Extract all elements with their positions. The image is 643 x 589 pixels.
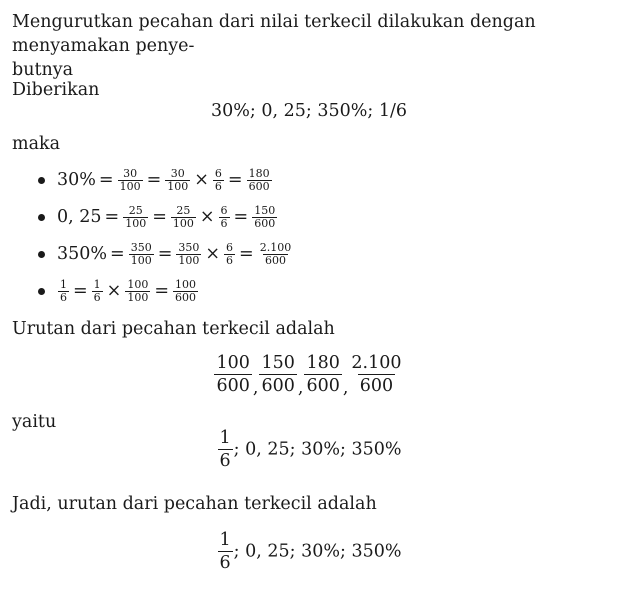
- fraction: [123, 205, 148, 230]
- fraction: [259, 352, 296, 397]
- result-rest: ; 0, 25; 30%; 350%: [233, 439, 402, 460]
- comma: ,: [252, 378, 259, 398]
- intro-paragraph: [12, 10, 643, 82]
- denominator: 100: [130, 254, 152, 267]
- equals-sign: =: [104, 207, 120, 227]
- step-lhs: 0, 25: [57, 207, 102, 227]
- numerator: 1: [219, 530, 231, 550]
- numerator: 100: [175, 278, 197, 291]
- fraction: [118, 168, 143, 193]
- denominator: 6: [60, 291, 67, 304]
- denominator: 100: [172, 217, 194, 230]
- numerator: 25: [176, 204, 191, 217]
- numerator: 1: [93, 278, 101, 291]
- order-label: Urutan dari pecahan terkecil adalah: [12, 319, 335, 339]
- numerator: 2.100: [351, 353, 402, 373]
- denominator: 600: [248, 180, 270, 193]
- numerator: 2.100: [259, 241, 292, 254]
- denominator: 100: [125, 217, 147, 230]
- denominator: 6: [226, 254, 234, 267]
- denominator: 600: [254, 217, 276, 230]
- bullet-icon: [38, 288, 45, 295]
- comma: ,: [297, 378, 304, 398]
- fraction: [218, 427, 233, 472]
- fraction: [213, 168, 224, 193]
- fraction: [258, 242, 294, 267]
- given-expression: 30%; 0, 25; 350%; 1/6: [211, 101, 407, 121]
- bullet-icon: [38, 177, 45, 184]
- numerator: 6: [214, 167, 222, 180]
- fraction: [224, 242, 235, 267]
- numerator: 1: [219, 428, 231, 448]
- times-sign: ×: [194, 170, 209, 190]
- denominator: 100: [127, 291, 149, 304]
- numerator: 6: [226, 241, 234, 254]
- denominator: 6: [219, 451, 231, 471]
- step-lhs: 350%: [57, 244, 108, 264]
- numerator: 100: [216, 353, 250, 373]
- conclusion-label: Jadi, urutan dari pecahan terkecil adalah: [12, 494, 377, 514]
- fraction: [125, 279, 150, 304]
- numerator: 150: [254, 204, 276, 217]
- numerator: 1: [60, 278, 67, 291]
- fraction: [349, 352, 403, 397]
- denominator: 100: [119, 180, 141, 193]
- step-row: [38, 201, 294, 233]
- order-expression: [0, 352, 618, 398]
- fraction: [129, 242, 154, 267]
- final-expression: [0, 529, 618, 574]
- numerator: 30: [170, 167, 185, 180]
- fraction: [218, 529, 233, 574]
- equals-sign: =: [73, 281, 88, 301]
- equals-sign: =: [152, 207, 167, 227]
- denominator: 600: [264, 254, 286, 267]
- numerator: 350: [178, 241, 200, 254]
- fraction: [92, 279, 103, 304]
- fraction: [171, 205, 196, 230]
- denominator: 100: [178, 254, 200, 267]
- numerator: 100: [127, 278, 149, 291]
- fraction: [58, 279, 69, 304]
- then-label: maka: [12, 134, 61, 154]
- numerator: 25: [128, 204, 143, 217]
- fraction: [165, 168, 190, 193]
- equals-sign: =: [227, 170, 243, 190]
- result-expression: [0, 427, 618, 472]
- fraction: [219, 205, 230, 230]
- step-row: [38, 238, 294, 270]
- denominator: 6: [214, 180, 222, 193]
- fraction: [252, 205, 277, 230]
- fraction: [214, 352, 251, 397]
- times-sign: ×: [106, 281, 122, 301]
- steps-list: [38, 164, 294, 307]
- denominator: 600: [306, 376, 340, 396]
- denominator: 6: [219, 553, 231, 573]
- numerator: 350: [130, 241, 152, 254]
- numerator: 6: [220, 204, 228, 217]
- denominator: 6: [93, 291, 101, 304]
- step-lhs: 30%: [57, 170, 96, 190]
- fraction: [247, 168, 272, 193]
- step-row: [38, 164, 294, 196]
- fraction: [304, 352, 341, 397]
- bullet-icon: [38, 214, 45, 221]
- denominator: 100: [167, 180, 189, 193]
- yaitu-label: yaitu: [12, 412, 57, 432]
- step-row: [38, 275, 294, 307]
- numerator: 180: [248, 167, 270, 180]
- times-sign: ×: [205, 244, 221, 264]
- denominator: 600: [175, 291, 197, 304]
- denominator: 600: [216, 376, 250, 396]
- denominator: 600: [359, 376, 394, 396]
- denominator: 600: [261, 376, 295, 396]
- numerator: 180: [306, 353, 340, 373]
- denominator: 6: [220, 217, 228, 230]
- equals-sign: =: [146, 170, 162, 190]
- final-rest: ; 0, 25; 30%; 350%: [233, 541, 402, 562]
- fraction: [176, 242, 201, 267]
- bullet-icon: [38, 251, 45, 258]
- fraction: [173, 279, 198, 304]
- intro-line-2: butnya: [12, 60, 74, 80]
- equals-sign: =: [98, 170, 114, 190]
- equals-sign: =: [239, 244, 254, 264]
- comma: ,: [342, 378, 349, 398]
- equals-sign: =: [110, 244, 125, 264]
- equals-sign: =: [157, 244, 173, 264]
- times-sign: ×: [199, 207, 215, 227]
- given-label: Diberikan: [12, 80, 100, 100]
- intro-line-1: Mengurutkan pecahan dari nilai terkecil dilakukan dengan menyamakan penye-: [12, 12, 536, 56]
- numerator: 150: [261, 353, 295, 373]
- equals-sign: =: [154, 281, 170, 301]
- numerator: 30: [123, 167, 138, 180]
- equals-sign: =: [233, 207, 249, 227]
